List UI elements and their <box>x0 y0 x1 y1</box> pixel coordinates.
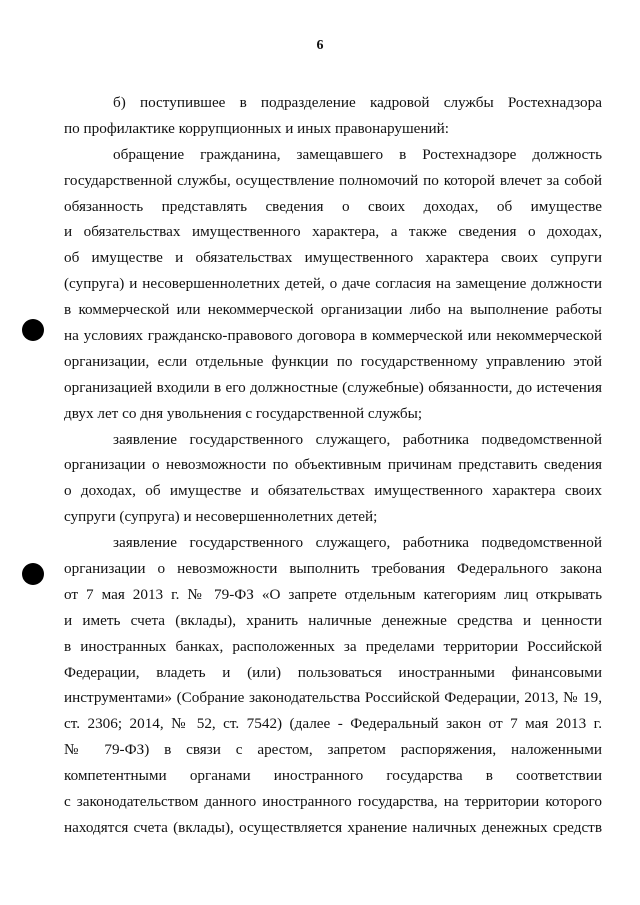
text-line: в иностранных банках, расположенных за пределами территории Российской <box>64 637 602 655</box>
text-line: в коммерческой или некоммерческой организации либо на выполнение работы <box>64 301 602 319</box>
text-line: супруги (супруга) и несовершеннолетних детей; <box>64 508 378 526</box>
text-line: и обязательствах имущественного характера, а также сведения о доходах, <box>64 223 602 241</box>
text-line: компетентными органами иностранного государства в соответствии <box>64 767 602 785</box>
text-line: о доходах, об имуществе и обязательствах имущественного характера своих <box>64 482 602 500</box>
text-line: на условиях гражданско-правового договора в коммерческой или некоммерческой <box>64 327 602 345</box>
punch-hole-mark <box>22 563 44 585</box>
text-line: организации о невозможности по объективным причинам представить сведения <box>64 456 602 474</box>
text-line: инструментами» (Собрание законодательства Российской Федерации, 2013, № 19, <box>64 689 602 707</box>
text-line: организацией входили в его должностные (служебные) обязанности, до истечения <box>64 378 602 396</box>
text-line: находятся счета (вклады), осуществляется хранение наличных денежных средств <box>64 818 602 836</box>
text-line: заявление государственного служащего, работника подведомственной <box>113 430 602 448</box>
text-line: № 79-ФЗ) в связи с арестом, запретом распоряжения, наложенными <box>64 741 602 759</box>
punch-hole-mark <box>22 319 44 341</box>
document-body <box>64 90 602 841</box>
text-line: от 7 мая 2013 г. № 79-ФЗ «О запрете отдельным категориям лиц открывать <box>64 585 602 603</box>
text-line: двух лет со дня увольнения с государственной службы; <box>64 404 423 422</box>
text-line: и иметь счета (вклады), хранить наличные денежные средства и ценности <box>64 611 602 629</box>
page-number: 6 <box>316 38 324 53</box>
text-line: об имуществе и обязательствах имущественного характера своих супруги <box>64 249 602 267</box>
text-line: Федерации, владеть и (или) пользоваться иностранными финансовыми <box>64 663 602 681</box>
text-line: организации, если отдельные функции по государственному управлению этой <box>64 352 602 370</box>
text-line: (супруга) и несовершеннолетних детей, о даче согласия на замещение должности <box>64 275 602 293</box>
text-line: организации о невозможности выполнить требования Федерального закона <box>64 560 602 578</box>
text-line: обращение гражданина, замещавшего в Ростехнадзоре должность <box>113 145 602 163</box>
text-line: с законодательством данного иностранного государства, на территории которого <box>64 793 602 811</box>
text-line: государственной службы, осуществление полномочий по которой влечет за собой <box>64 171 602 189</box>
text-line: обязанность представлять сведения о своих доходах, об имуществе <box>64 197 602 215</box>
text-line: по профилактике коррупционных и иных правонарушений: <box>64 119 450 137</box>
text-line: заявление государственного служащего, работника подведомственной <box>113 534 602 552</box>
text-line: б) поступившее в подразделение кадровой службы Ростехнадзора <box>113 94 602 111</box>
text-line: ст. 2306; 2014, № 52, ст. 7542) (далее - Федеральный закон от 7 мая 2013 г. <box>64 715 602 733</box>
